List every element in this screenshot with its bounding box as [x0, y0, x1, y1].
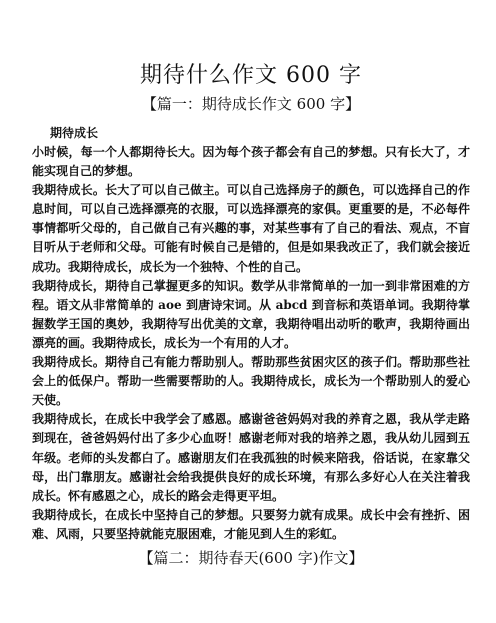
- essay-title: 期待成长: [50, 126, 99, 140]
- paragraph-6: 我期待成长，在成长中坚持自己的梦想。只要努力就有成果。成长中会有挫折、困难、风雨，只要坚持就能克服困难，才能见到人生的彩虹。: [32, 507, 470, 541]
- page-title: 期待什么作文 600 字: [140, 63, 362, 88]
- document-page: [0, 62, 496, 623]
- section-1-heading: 【篇一：期待成长作文 600 字】: [141, 95, 361, 113]
- paragraph-2: 我期待成长。长大了可以自己做主。可以自己选择房子的颜色，可以选择自己的作息时间，可以自己选择漂亮的衣服，可以选择漂亮的家俱。更重要的是，不必每件事情都听父母的，自己做自己有兴趣的事，对某些事有了自己的看法、观点，不盲目听从于老师和父母。可能有时候自己是错的，但是如果我改正了，我们就会接近成功。我期待成长，成长为一个独特、个性的自己。: [32, 183, 470, 274]
- section-2-heading: 【篇二：期待春天(600 字)作文】: [138, 548, 364, 567]
- paragraph-5: 我期待成长，在成长中我学会了感恩。感谢爸爸妈妈对我的养育之恩，我从学走路到现在，爸爸妈妈付出了多少心血呀！感谢老师对我的培养之恩，我从幼儿园到五年级。老师的头发都白了。感谢朋友们在我孤独的时候来陪我，俗话说，在家靠父母，出门靠朋友。感谢社会给我提供良好的成长环境，有那么多好心人在关注着我成长。怀有感恩之心，成长的路会走得更平坦。: [32, 412, 470, 503]
- paragraph-4: 我期待成长。期待自己有能力帮助别人。帮助那些贫困灾区的孩子们。帮助那些社会上的低保户。帮助一些需要帮助的人。我期待成长，成长为一个帮助别人的爱心天使。: [32, 355, 470, 408]
- paragraph-3: 我期待成长，期待自己掌握更多的知识。数学从非常简单的一加一到非常困难的方程。语文从非常简单的 aoe 到唐诗宋词。从 abcd 到音标和英语单词。我期待掌握数学王国的奥妙，我期待写出优美的文章，我期待唱出动听的歌声，我期待画出漂亮的画。我期待成长，成长为一个有用的人才。: [32, 278, 470, 350]
- paragraph-1: 小时候，每一个人都期待长大。因为每个孩子都会有自己的梦想。只有长大了，才能实现自己的梦想。: [32, 145, 470, 179]
